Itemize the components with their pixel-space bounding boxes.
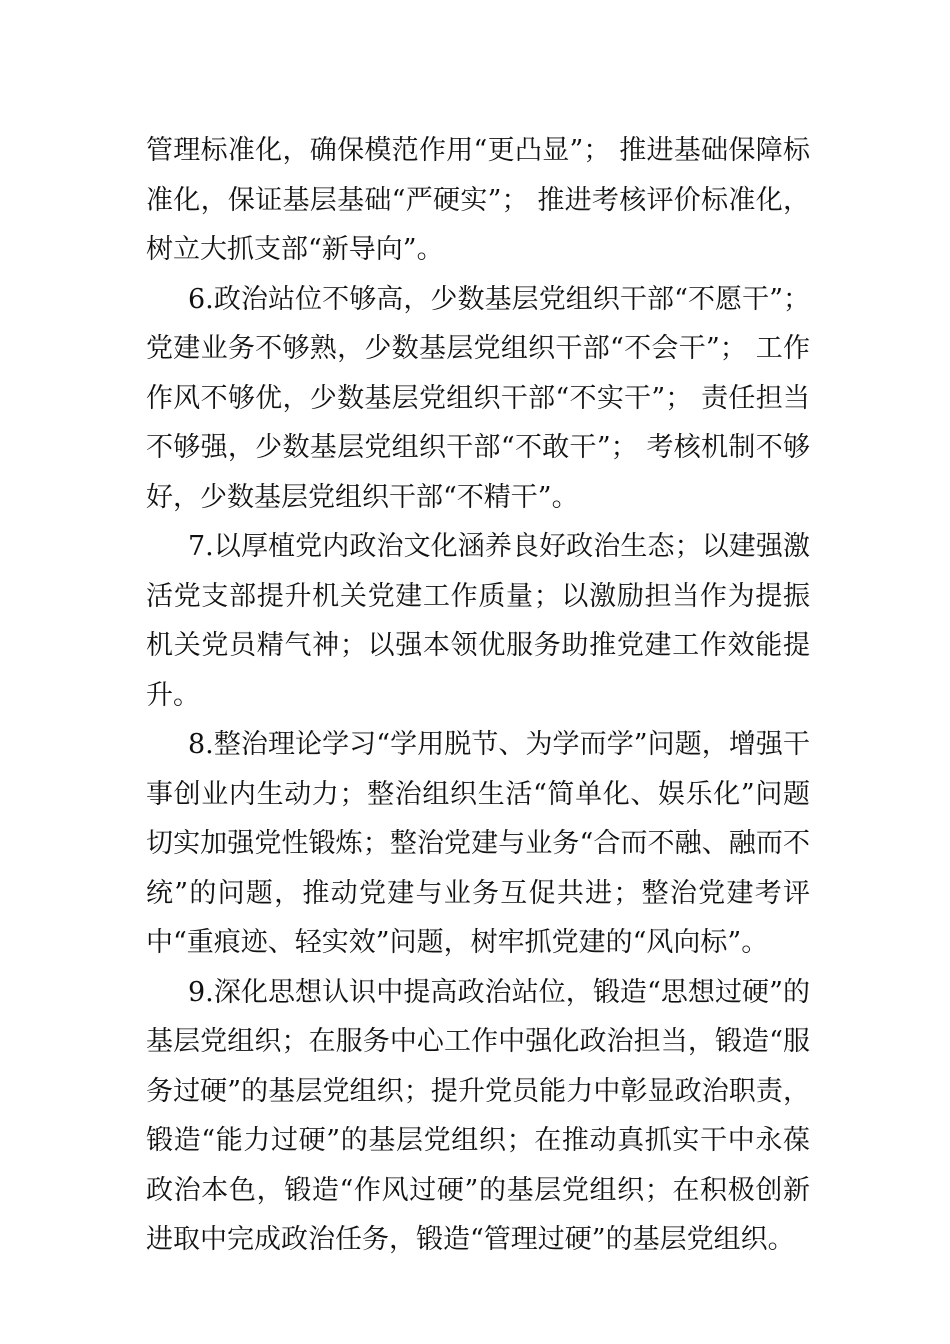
paragraph-item-7: 7.以厚植党内政治文化涵养良好政治生态；以建强激活党支部提升机关党建工作质量；以激励担当作为提振机关党员精气神；以强本领优服务助推党建工作效能提升。 [146, 531, 810, 711]
paragraph-item-6: 6.政治站位不够高，少数基层党组织干部“不愿干”；党建业务不够熟，少数基层党组织干部“不会干”； 工作作风不够优，少数基层党组织干部“不实干”； 责任担当不够强，少数基层党组织干部“不敢干”； 考核机制不够好，少数基层党组织干部“不精干”。 [146, 283, 810, 513]
paragraph-continued: 管理标准化，确保模范作用“更凸显”； 推进基础保障标准化，保证基层基础“严硬实”； 推进考核评价标准化，树立大抓支部“新导向”。 [146, 135, 810, 265]
document-body [146, 126, 810, 1265]
paragraph-item-8: 8.整治理论学习“学用脱节、为学而学”问题，增强干事创业内生动力；整治组织生活“简单化、娱乐化”问题切实加强党性锻炼；整治党建与业务“合而不融、融而不统”的问题，推动党建与业务互促共进；整治党建考评中“重痕迹、轻实效”问题，树牢抓党建的“风向标”。 [146, 729, 810, 958]
paragraph-item-9: 9.深化思想认识中提高政治站位，锻造“思想过硬”的基层党组织；在服务中心工作中强化政治担当，锻造“服务过硬”的基层党组织；提升党员能力中彰显政治职责，锻造“能力过硬”的基层党组织；在推动真抓实干中永葆政治本色，锻造“作风过硬”的基层党组织；在积极创新进取中完成政治任务，锻造“管理过硬”的基层党组织。 [146, 976, 810, 1255]
